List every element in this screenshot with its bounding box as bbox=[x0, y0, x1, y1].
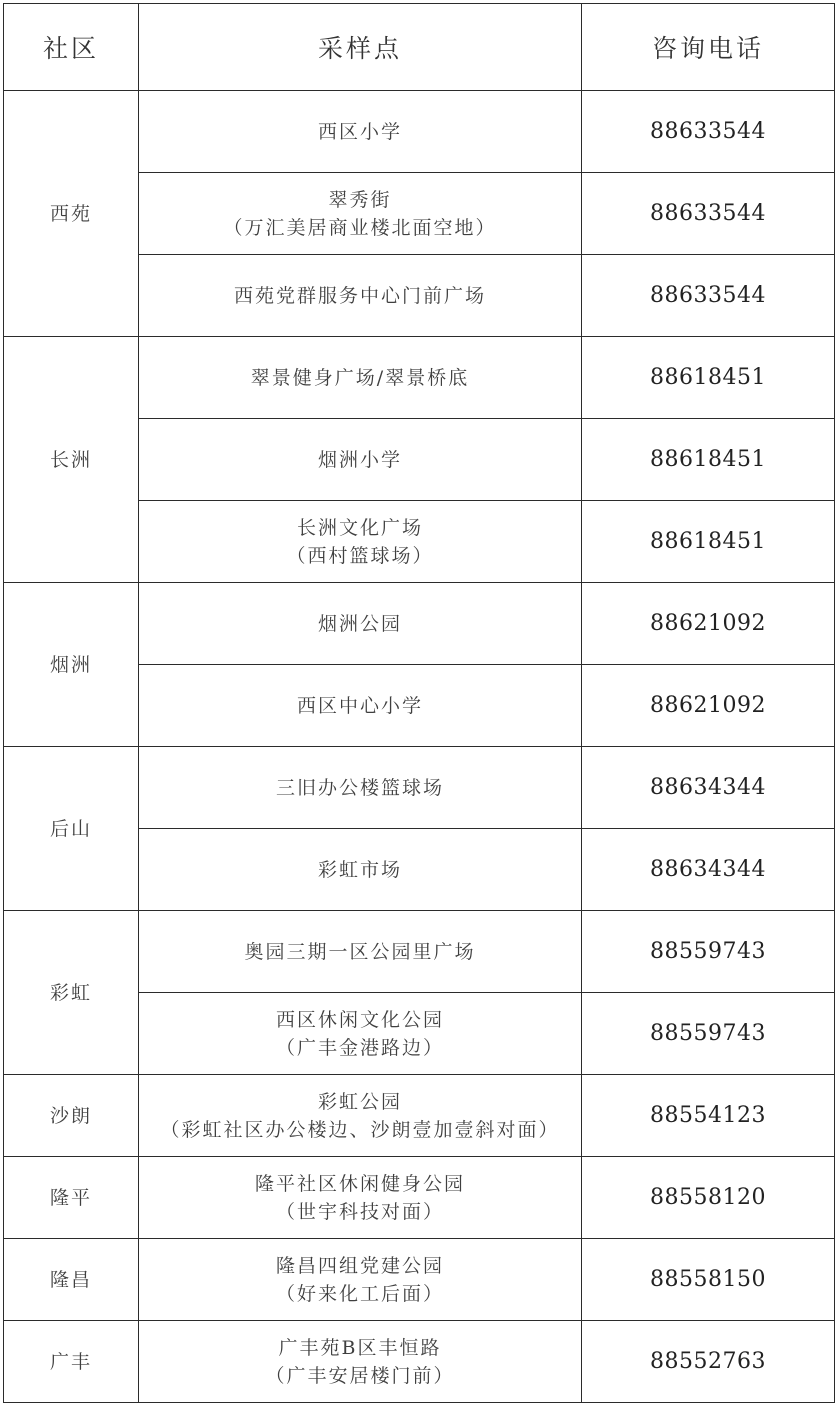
phone-cell: 88618451 bbox=[582, 337, 835, 419]
phone-cell: 88552763 bbox=[582, 1321, 835, 1403]
sampling-site-line: 隆平社区休闲健身公园 bbox=[254, 1172, 465, 1195]
phone-cell: 88621092 bbox=[582, 665, 835, 747]
sampling-sites-table bbox=[3, 3, 835, 1403]
header-community: 社区 bbox=[4, 4, 139, 91]
phone-cell: 88558120 bbox=[582, 1157, 835, 1239]
sampling-site-line: 广丰苑B区丰恒路 bbox=[278, 1336, 442, 1359]
community-cell: 广丰 bbox=[4, 1321, 139, 1403]
phone-cell: 88554123 bbox=[582, 1075, 835, 1157]
table-row bbox=[4, 1321, 835, 1403]
sampling-site-cell bbox=[139, 1239, 582, 1321]
sampling-site-cell bbox=[139, 665, 582, 747]
sampling-site-cell bbox=[139, 1075, 582, 1157]
sampling-site-line: （世宇科技对面） bbox=[275, 1200, 444, 1223]
community-cell: 烟洲 bbox=[4, 583, 139, 747]
sampling-site-cell bbox=[139, 993, 582, 1075]
sampling-site-line: （广丰金港路边） bbox=[275, 1036, 444, 1059]
sampling-site-cell bbox=[139, 255, 582, 337]
community-cell: 隆平 bbox=[4, 1157, 139, 1239]
phone-cell: 88634344 bbox=[582, 829, 835, 911]
sampling-site-line: 三旧办公楼篮球场 bbox=[275, 776, 444, 799]
phone-cell: 88558150 bbox=[582, 1239, 835, 1321]
sampling-site-line: （万汇美居商业楼北面空地） bbox=[223, 216, 497, 239]
sampling-site-cell bbox=[139, 173, 582, 255]
sampling-site-line: 西区休闲文化公园 bbox=[275, 1008, 444, 1031]
table-row bbox=[4, 747, 835, 829]
sampling-site-line: （西村篮球场） bbox=[286, 544, 434, 567]
sampling-site-cell bbox=[139, 501, 582, 583]
sampling-site-cell bbox=[139, 337, 582, 419]
table-row bbox=[4, 337, 835, 419]
phone-cell: 88633544 bbox=[582, 173, 835, 255]
sampling-site-line: 彩虹公园 bbox=[317, 1090, 402, 1113]
sampling-site-line: （彩虹社区办公楼边、沙朗壹加壹斜对面） bbox=[160, 1118, 560, 1141]
community-cell: 西苑 bbox=[4, 91, 139, 337]
header-sampling-site: 采样点 bbox=[139, 4, 582, 91]
community-cell: 后山 bbox=[4, 747, 139, 911]
sampling-site-cell bbox=[139, 583, 582, 665]
table-row bbox=[4, 1157, 835, 1239]
table-row bbox=[4, 911, 835, 993]
sampling-site-cell bbox=[139, 91, 582, 173]
sampling-site-cell bbox=[139, 829, 582, 911]
sampling-site-line: 翠景健身广场/翠景桥底 bbox=[250, 366, 470, 389]
sampling-site-line: 隆昌四组党建公园 bbox=[275, 1254, 444, 1277]
phone-cell: 88634344 bbox=[582, 747, 835, 829]
table-row bbox=[4, 583, 835, 665]
sampling-site-cell bbox=[139, 1321, 582, 1403]
phone-cell: 88559743 bbox=[582, 993, 835, 1075]
table-row bbox=[4, 1239, 835, 1321]
phone-cell: 88621092 bbox=[582, 583, 835, 665]
community-cell: 长洲 bbox=[4, 337, 139, 583]
table-body bbox=[4, 91, 835, 1403]
table-row bbox=[4, 1075, 835, 1157]
community-cell: 彩虹 bbox=[4, 911, 139, 1075]
sampling-site-line: 西区小学 bbox=[317, 120, 402, 143]
community-cell: 沙朗 bbox=[4, 1075, 139, 1157]
table-row bbox=[4, 91, 835, 173]
sampling-site-line: 西区中心小学 bbox=[296, 694, 423, 717]
sampling-site-line: 奥园三期一区公园里广场 bbox=[244, 940, 476, 963]
sampling-site-cell bbox=[139, 911, 582, 993]
sampling-site-cell bbox=[139, 419, 582, 501]
sampling-site-cell bbox=[139, 747, 582, 829]
community-cell: 隆昌 bbox=[4, 1239, 139, 1321]
phone-cell: 88633544 bbox=[582, 255, 835, 337]
header-phone: 咨询电话 bbox=[582, 4, 835, 91]
sampling-site-line: （好来化工后面） bbox=[275, 1282, 444, 1305]
sampling-site-line: 翠秀街 bbox=[328, 188, 392, 211]
phone-cell: 88618451 bbox=[582, 419, 835, 501]
phone-cell: 88559743 bbox=[582, 911, 835, 993]
sampling-site-line: 烟洲公园 bbox=[317, 612, 402, 635]
sampling-site-line: 西苑党群服务中心门前广场 bbox=[233, 284, 486, 307]
sampling-site-line: （广丰安居楼门前） bbox=[265, 1364, 455, 1387]
table-header-row bbox=[4, 4, 835, 91]
phone-cell: 88633544 bbox=[582, 91, 835, 173]
phone-cell: 88618451 bbox=[582, 501, 835, 583]
sampling-site-cell bbox=[139, 1157, 582, 1239]
sampling-site-line: 长洲文化广场 bbox=[296, 516, 423, 539]
sampling-site-line: 彩虹市场 bbox=[317, 858, 402, 881]
sampling-site-line: 烟洲小学 bbox=[317, 448, 402, 471]
